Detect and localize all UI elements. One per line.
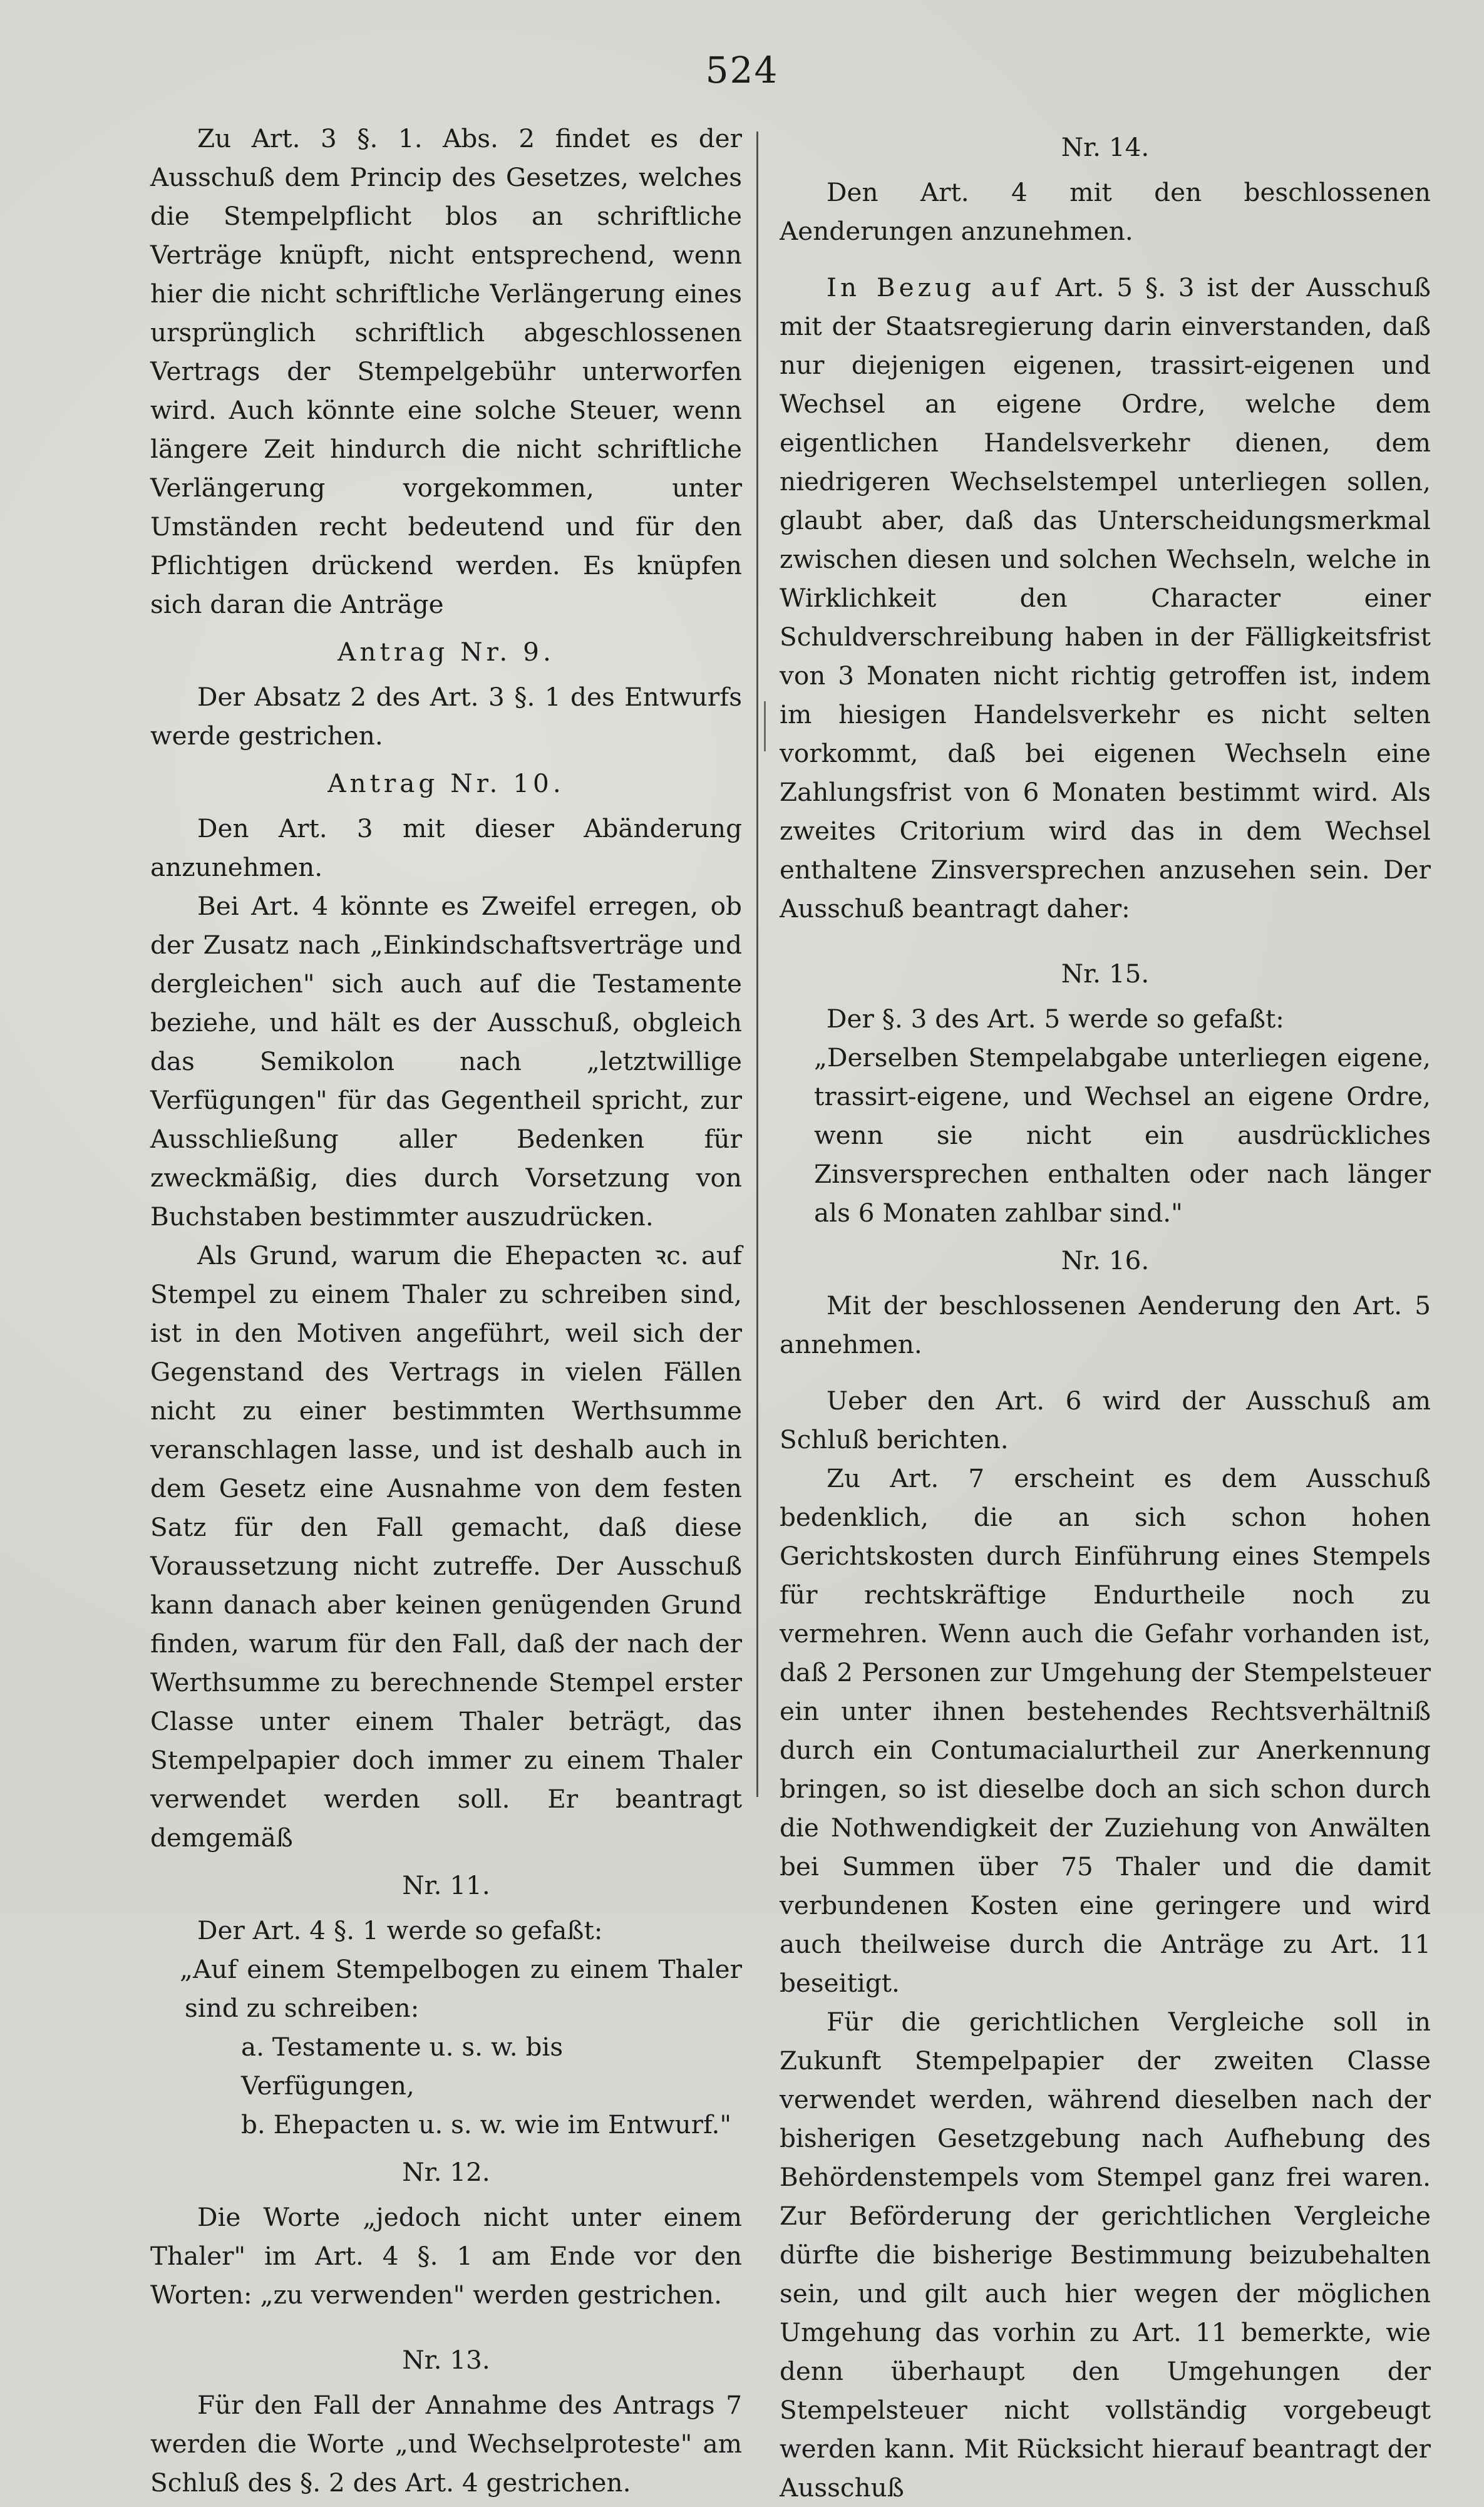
paragraph — [780, 268, 1431, 928]
column-divider-mark — [764, 701, 766, 751]
spacer — [780, 1364, 1431, 1381]
quoted-text: „Derselben Stempelabgabe unterliegen eigene, trassirt-eigene, und Wechsel an eigene Ordre, wenn sie nicht ein ausdrückliches Zinsversprechen enthalten oder nach länger als 6 Monaten zahlbar sind." — [814, 1042, 1431, 1228]
paragraph: Zu Art. 7 erscheint es dem Ausschuß bedenklich, die an sich schon hohen Gerichtskosten durch Einführung eines Stempels für rechtskräftige Endurtheile noch zu vermehren. Wenn auch die Gefahr vorhanden ist, daß 2 Personen zur Umgehung der Stempelsteuer ein unter ihnen bestehendes Rechtsverhältniß durch ein Contumacialurtheil zur Anerkennung bringen, so ist dieselbe doch an sich schon durch die Nothwendigkeit der Zuziehung von Anwälten bei Summen über 75 Thaler und die damit verbundenen Kosten eine geringere und wird auch theilweise durch die Anträge zu Art. 11 beseitigt. — [780, 1463, 1431, 1998]
spacer — [780, 928, 1431, 945]
paragraph: Der Absatz 2 des Art. 3 §. 1 des Entwurfs werde gestrichen. — [150, 682, 742, 751]
heading-text: Antrag Nr. 10. — [327, 768, 565, 798]
page-number: 524 — [705, 49, 779, 91]
paragraph: Den Art. 3 mit dieser Abänderung anzunehmen. — [150, 813, 742, 882]
section-heading — [150, 632, 742, 671]
spaced-phrase: In Bezug auf — [827, 272, 1043, 302]
paragraph: Den Art. 4 mit den beschlossenen Aenderungen anzunehmen. — [780, 177, 1431, 246]
spacer — [150, 2314, 742, 2332]
paragraph: Mit der beschlossenen Aenderung den Art. 5 annehmen. — [780, 1290, 1431, 1359]
paragraph: Zu Art. 3 §. 1. Abs. 2 findet es der Ausschuß dem Princip des Gesetzes, welches die Stempelpflicht blos an schriftliche Verträge knüpft, nicht entsprechend, wenn hier die nicht schriftliche Verlängerung eines ursprünglich schriftlich abgeschlossenen Vertrags der Stempelgebühr unterworfen wird. Auch könnte eine solche Steuer, wenn längere Zeit hindurch die nicht schriftliche Verlängerung vorgekommen, unter Umständen recht bedeutend und für den Pflichtigen drückend werden. Es knüpfen sich daran die Anträge — [150, 123, 742, 619]
list-item: a. Testamente u. s. w. bis Verfügungen, — [241, 2032, 564, 2101]
paragraph: Für die gerichtlichen Vergleiche soll in Zukunft Stempelpapier der zweiten Classe verwendet werden, während dieselben nach der bisherigen Gesetzgebung nach Aufhebung des Behördenstempels vom Stempel ganz frei waren. Zur Beförderung der gerichtlichen Vergleiche dürfte die bisherige Bestimmung beizubehalten sein, und gilt auch hier wegen der möglichen Umgehung das vorhin zu Art. 11 bemerkte, wie denn überhaupt den Umgehungen der Stempelsteuer nicht vollständig vorgebeugt werden kann. Mit Rücksicht hierauf beantragt der Ausschuß — [780, 2007, 1431, 2503]
section-heading: Nr. 14. — [1061, 132, 1150, 162]
paragraph: Der §. 3 des Art. 5 werde so gefaßt: — [827, 1004, 1284, 1034]
paragraph: Ueber den Art. 6 wird der Ausschuß am Schluß berichten. — [780, 1386, 1431, 1454]
heading-text: Antrag Nr. 9. — [338, 637, 555, 667]
spacer — [780, 250, 1431, 268]
section-heading: Nr. 13. — [402, 2345, 490, 2375]
section-heading: Nr. 15. — [1061, 959, 1150, 989]
column-divider — [756, 131, 758, 1797]
section-heading: Nr. 11. — [402, 1870, 490, 1900]
paragraph-text: Art. 5 §. 3 ist der Ausschuß mit der Staatsregierung darin einverstanden, daß nur diejenigen eigenen, trassirt-eigenen und Wechsel an eigene Ordre, welche dem eigentlichen Handelsverkehr dienen, dem niedrigeren Wechselstempel unterliegen sollen, glaubt aber, daß das Unterscheidungsmerkmal zwischen diesen und solchen Wechseln, welche in Wirklichkeit den Character einer Schuldverschreibung haben in der Fälligkeitsfrist von 3 Monaten nicht richtig getroffen ist, indem im hiesigen Handelsverkehr es nicht selten vorkommt, daß bei eigenen Wechseln eine Zahlungsfrist von 6 Monaten bestimmt wird. Als zweites Critorium wird das in dem Wechsel enthaltene Zinsversprechen anzusehen sein. Der Ausschuß beantragt daher: — [780, 272, 1431, 924]
left-column — [150, 119, 742, 2502]
section-heading — [150, 764, 742, 803]
paragraph: Der Art. 4 §. 1 werde so gefaßt: — [197, 1915, 603, 1945]
paragraph: Als Grund, warum die Ehepacten ꝛc. auf Stempel zu einem Thaler zu schreiben sind, ist in den Motiven angeführt, weil sich der Gegenstand des Vertrags in vielen Fällen nicht zu einer bestimmten Werthsumme veranschlagen lasse, und ist deshalb auch in dem Gesetz eine Ausnahme von dem festen Satz für den Fall gemacht, daß diese Voraussetzung nicht zutreffe. Der Ausschuß kann danach aber keinen genügenden Grund finden, warum für den Fall, daß der nach der Werthsumme zu berechnende Stempel erster Classe unter einem Thaler beträgt, das Stempelpapier doch immer zu einem Thaler verwendet werden soll. Er beantragt demgemäß — [150, 1240, 742, 1853]
list-item: b. Ehepacten u. s. w. wie im Entwurf." — [241, 2109, 731, 2139]
paragraph: Die Worte „jedoch nicht unter einem Thaler" im Art. 4 §. 1 am Ende vor den Worten: „zu verwenden" werden gestrichen. — [150, 2202, 742, 2310]
quoted-text: „Auf einem Stempelbogen zu einem Thaler sind zu schreiben: — [180, 1954, 742, 2023]
paragraph: Bei Art. 4 könnte es Zweifel erregen, ob der Zusatz nach „Einkindschaftsverträge und dergleichen" sich auch auf die Testamente beziehe, und hält es der Ausschuß, obgleich das Semikolon nach „letztwillige Verfügungen" für das Gegentheil spricht, zur Ausschließung aller Bedenken für zweckmäßig, dies durch Vorsetzung von Buchstaben bestimmter auszudrücken. — [150, 891, 742, 1232]
right-column — [780, 119, 1431, 2507]
section-heading: Nr. 12. — [402, 2157, 490, 2187]
section-heading: Nr. 16. — [1061, 1245, 1150, 1275]
paragraph: Für den Fall der Annahme des Antrags 7 werden die Worte „und Wechselproteste" am Schluß des §. 2 des Art. 4 gestrichen. — [150, 2390, 742, 2498]
